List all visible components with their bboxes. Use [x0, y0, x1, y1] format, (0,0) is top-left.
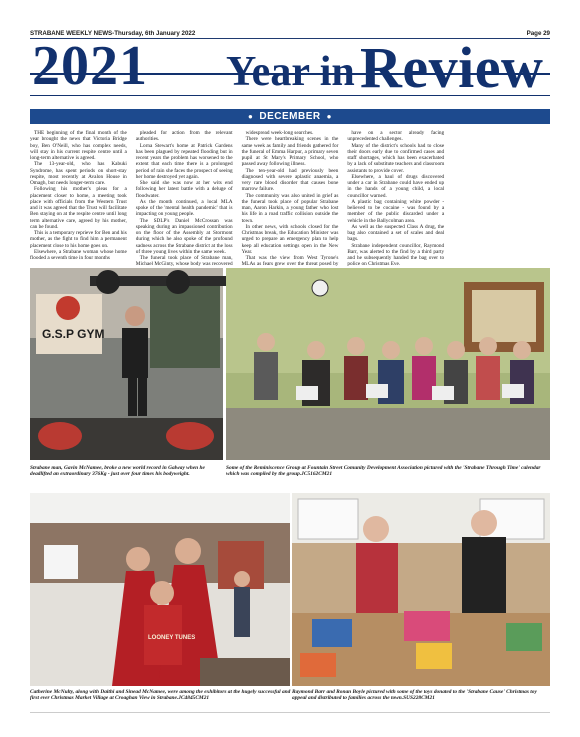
jumper-print: LOONEY TUNES — [148, 635, 196, 641]
photo-christmas-market — [30, 493, 290, 686]
article-column-empty — [453, 130, 550, 280]
caption: Some of the Reminiscence Group at Fountain Street Comunity Development Association pictured with the 'Strabane Through Time' calendar which was compiled by the group.JC5162CM21 — [226, 465, 541, 478]
paragraph: Elsewhere, a Strabane woman whose home flooded a seventh time in four months — [30, 248, 127, 261]
article-column — [30, 130, 127, 280]
paragraph: THE beginning of the final month of the year brought the news that Victoria Bridge boy, Ben O'Neill, who has complex needs, will stay in his current respite centre until a long-term alternative is agreed. — [30, 130, 127, 161]
paragraph: As well as the suspected Class A drug, the bag also contained a set of scales and deal bags. — [347, 223, 445, 243]
paragraph: There were heartbreaking scenes in the same week as family and friends gathered for the funeral of Emma Harpur, a primary seven pupil at St Mary's Primary School, who passed away following illness. — [241, 136, 339, 168]
paragraph: widespread week-long searches. — [245, 130, 314, 136]
photo-toy-appeal — [292, 493, 550, 686]
article-column — [136, 130, 233, 280]
bullet-icon: ● — [326, 112, 332, 121]
paragraph: The community was also united in grief as the funeral took place of popular Strabane man, Aaron Harkin, a young father who lost his life in a road traffic collision outside the town. — [241, 192, 339, 224]
paragraph: As the month continued, a local MLA spoke of the 'mental health pandemic' that is impacting on young people. — [135, 198, 233, 218]
footer-rule — [30, 712, 550, 713]
paragraph: The ten-year-old had previously been diagnosed with severe aplastic anaemia, a very rare blood disorder that causes bone marrow failure. — [241, 167, 339, 193]
article-body — [30, 130, 550, 268]
paragraph: The SDLP's Daniel McCrossan was speaking during an impassioned contribution on the floor of the Assembly at Stormont during which he also spoke of the profound sadness across the Strabane district at the loss of three young lives within the same week. — [135, 217, 233, 255]
caption: Raymond Barr and Ronan Boyle pictured with some of the toys donated to the 'Strabane Cause' Christmas toy appeal and distributed to families across the town.SUS228CM21 — [292, 689, 537, 702]
paragraph: That was the view from West Tyrone's MLAs as fears grew over the threat posed by — [241, 255, 339, 268]
masthead — [30, 35, 550, 100]
photo-reminiscence-group-image — [226, 268, 550, 460]
bullet-icon: ● — [248, 112, 254, 121]
paragraph: In other news, with schools closed for the Christmas break, the Education Minister was urged to prepare an emergency plan to help keep all education settings open in the New Year. — [241, 223, 339, 255]
photo-weightlifter-image — [30, 268, 223, 460]
caption: Catherine McNulty, along with Daithi and Sinead McNamee, were among the exhibitors at the hugely successful and first ever Christmas Market Village at Croaghan View in Strabane.JC4845CM21 — [30, 689, 291, 702]
month-banner — [30, 109, 550, 124]
caption: Strabane man, Gavin McNamee, broke a new world record in Galway when he deadlifted an extraordinary 376Kg - just over four times his bodyweight. — [30, 465, 205, 478]
article-column — [347, 130, 444, 280]
paragraph: The 13-year-old, who has Kabuki Syndrome, has spent periods on short-stay respite, most recently at Avalon House in Omagh, but needs longer-term care. — [30, 161, 127, 186]
photo-reminiscence-group — [226, 268, 550, 460]
paragraph: Elsewhere, a haul of drugs discovered under a car in Strabane could have ended up in the hands of a young child, a local councillor warned. — [347, 173, 445, 199]
masthead-year: 2021 — [32, 35, 148, 97]
paragraph: This is a temporary reprieve for Ben and his mother, as the fight to find him a permanent placement close to his home goes on. — [30, 230, 127, 249]
photo-toy-appeal-image — [292, 493, 550, 686]
paragraph: Lorna Stewart's home at Patrick Gardens has been plagued by repeated flooding but in recent years the problem has worsened to the extent that each time there is a prolonged period of rain she faces the prospect of seeing her home destroyed yet again. — [135, 142, 233, 180]
photo-christmas-market-image — [30, 493, 290, 686]
paragraph: She said she was now at her wits end following her latest battle with a deluge of floodwater. — [135, 180, 233, 199]
paragraph: Many of the district's schools had to close their doors early due to confirmed cases and staff shortages, which has been exacerbated by a lack of substitute teachers and classroom assistants to provide cover. — [347, 142, 445, 174]
paragraph: Strabane independent councillor, Raymond Barr, was alerted to the find by a third party and he subsequently handed the bag over to police on Christmas Eve. — [347, 242, 445, 268]
article-column — [242, 130, 339, 280]
masthead-year-in: Year in — [226, 49, 355, 95]
publication-line: STRABANE WEEKLY NEWS-Thursday, 6th January 2022 — [30, 29, 196, 37]
page-number: Page 29 — [526, 29, 550, 37]
paragraph: A plastic bag containing white powder - believed to be cocaine - was found by a member of the public discarded under a vehicle in the Ballycolman area. — [347, 198, 445, 224]
photo-weightlifter — [30, 268, 223, 460]
gym-sign-text: G.S.P GYM — [42, 327, 105, 341]
paragraph: have on a sector already facing unprecedented challenges. — [347, 130, 445, 143]
masthead-review: Review — [360, 35, 544, 100]
paragraph: The funeral took place of Strabane man, Michael McGinty, whose body was recovered — [135, 255, 233, 268]
month-label: DECEMBER — [259, 111, 321, 122]
paragraph: Following his mother's pleas for a placement closer to home, a meeting took place with officials from the Western Trust and it was agreed that the Trust will facilitate Ben staying on at the respite centre until long term alternative care, agreed by his mother, can be found. — [30, 186, 127, 230]
paragraph: pleaded for action from the relevant authorities. — [135, 130, 233, 143]
